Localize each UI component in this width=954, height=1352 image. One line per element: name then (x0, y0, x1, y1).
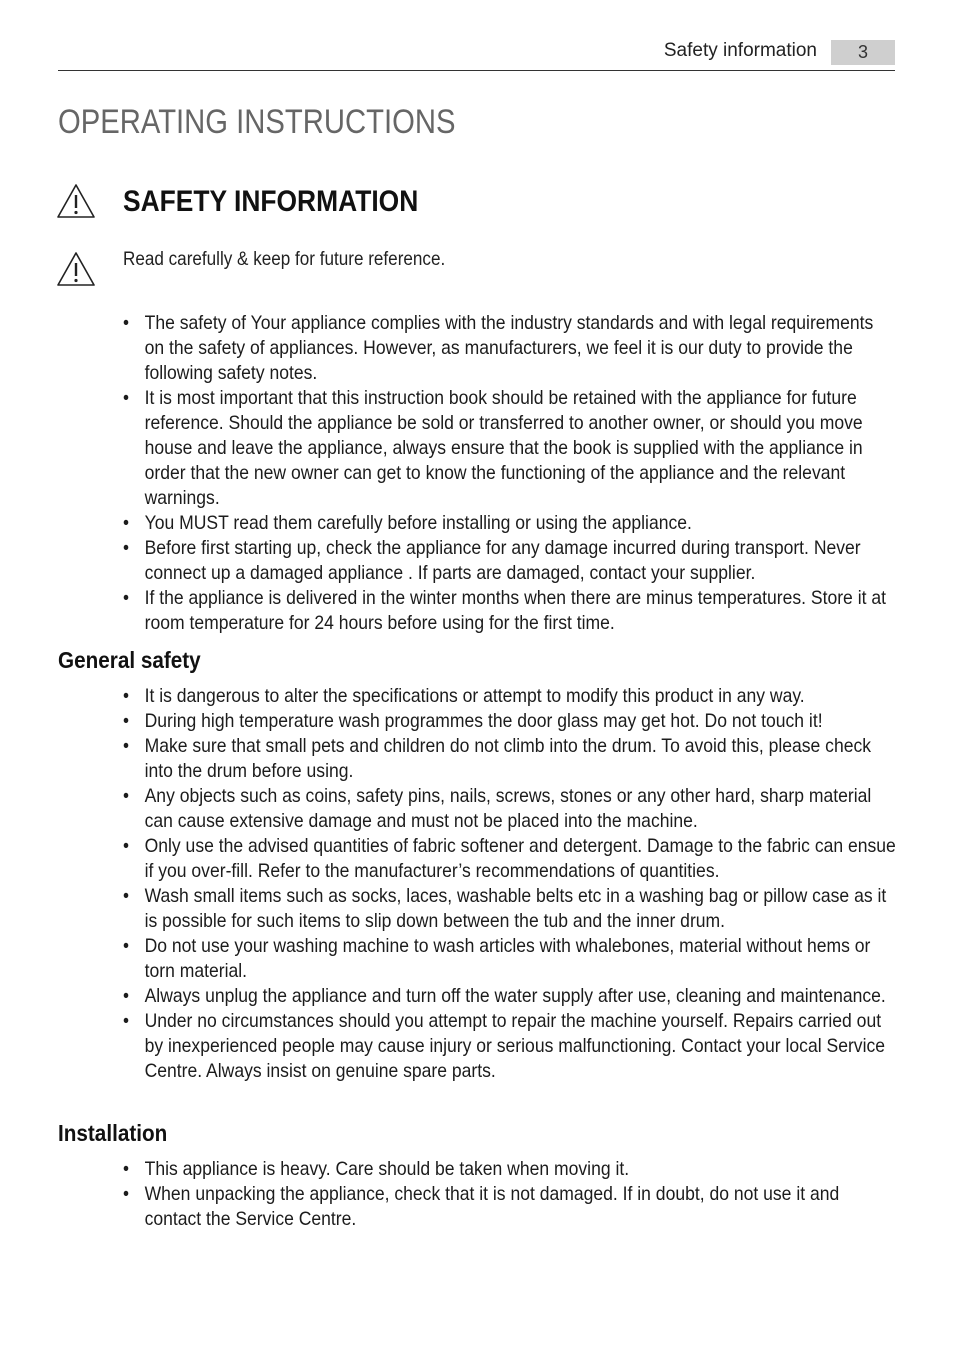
list-item: • The safety of Your appliance complies with the industry standards and with legal requirements on the safety of appliances. However, as manufacturers, we feel it is our duty to provide the following safety notes. (123, 311, 897, 386)
list-item: • This appliance is heavy. Care should be taken when moving it. (123, 1157, 897, 1182)
header-divider (58, 70, 895, 71)
list-item: • It is most important that this instruction book should be retained with the appliance for future reference. Should the appliance be sold or transferred to another owner, or should you move house and leave the appliance, always ensure that the book is supplied with the appliance in order that the new owner can get to know the functioning of the appliance and the relevant warnings. (123, 386, 897, 511)
list-item: • It is dangerous to alter the specifications or attempt to modify this product in any way. (123, 684, 897, 709)
list-item: • When unpacking the appliance, check that it is not damaged. If in doubt, do not use it and contact the Service Centre. (123, 1182, 897, 1232)
page-title: OPERATING INSTRUCTIONS (58, 103, 456, 141)
general-safety-list (123, 684, 897, 1084)
safety-list (123, 311, 897, 636)
intro-text: Read carefully & keep for future reference. (123, 249, 446, 270)
installation-list (123, 1157, 897, 1232)
warning-triangle-icon (56, 183, 96, 219)
general-safety-heading: General safety (58, 647, 201, 673)
page-number-badge: 3 (831, 40, 895, 65)
list-item: • If the appliance is delivered in the winter months when there are minus temperatures. Store it at room temperature for 24 hours before using for the first time. (123, 586, 897, 636)
installation-heading: Installation (58, 1120, 168, 1146)
warning-triangle-icon (56, 251, 96, 287)
list-item: • Always unplug the appliance and turn off the water supply after use, cleaning and maintenance. (123, 984, 897, 1009)
list-item: • Any objects such as coins, safety pins, nails, screws, stones or any other hard, sharp material can cause extensive damage and must not be placed into the machine. (123, 784, 897, 834)
list-item: • Before first starting up, check the appliance for any damage incurred during transport. Never connect up a damaged appliance . If parts are damaged, contact your supplier. (123, 536, 897, 586)
list-item: • Wash small items such as socks, laces, washable belts etc in a washing bag or pillow case as it is possible for such items to slip down between the tub and the inner drum. (123, 884, 897, 934)
list-item: • Under no circumstances should you attempt to repair the machine yourself. Repairs carried out by inexperienced people may cause injury or serious malfunctioning. Contact your local Service Centre. Always insist on genuine spare parts. (123, 1009, 897, 1084)
safety-information-heading: SAFETY INFORMATION (123, 185, 419, 218)
list-item: • Only use the advised quantities of fabric softener and detergent. Damage to the fabric can ensue if you over-fill. Refer to the manufacturer’s recommendations of quantities. (123, 834, 897, 884)
list-item: • During high temperature wash programmes the door glass may get hot. Do not touch it! (123, 709, 897, 734)
header-section-title: Safety information (663, 40, 817, 61)
list-item: • Do not use your washing machine to wash articles with whalebones, material without hems or torn material. (123, 934, 897, 984)
list-item: • You MUST read them carefully before installing or using the appliance. (123, 511, 897, 536)
list-item: • Make sure that small pets and children do not climb into the drum. To avoid this, please check into the drum before using. (123, 734, 897, 784)
